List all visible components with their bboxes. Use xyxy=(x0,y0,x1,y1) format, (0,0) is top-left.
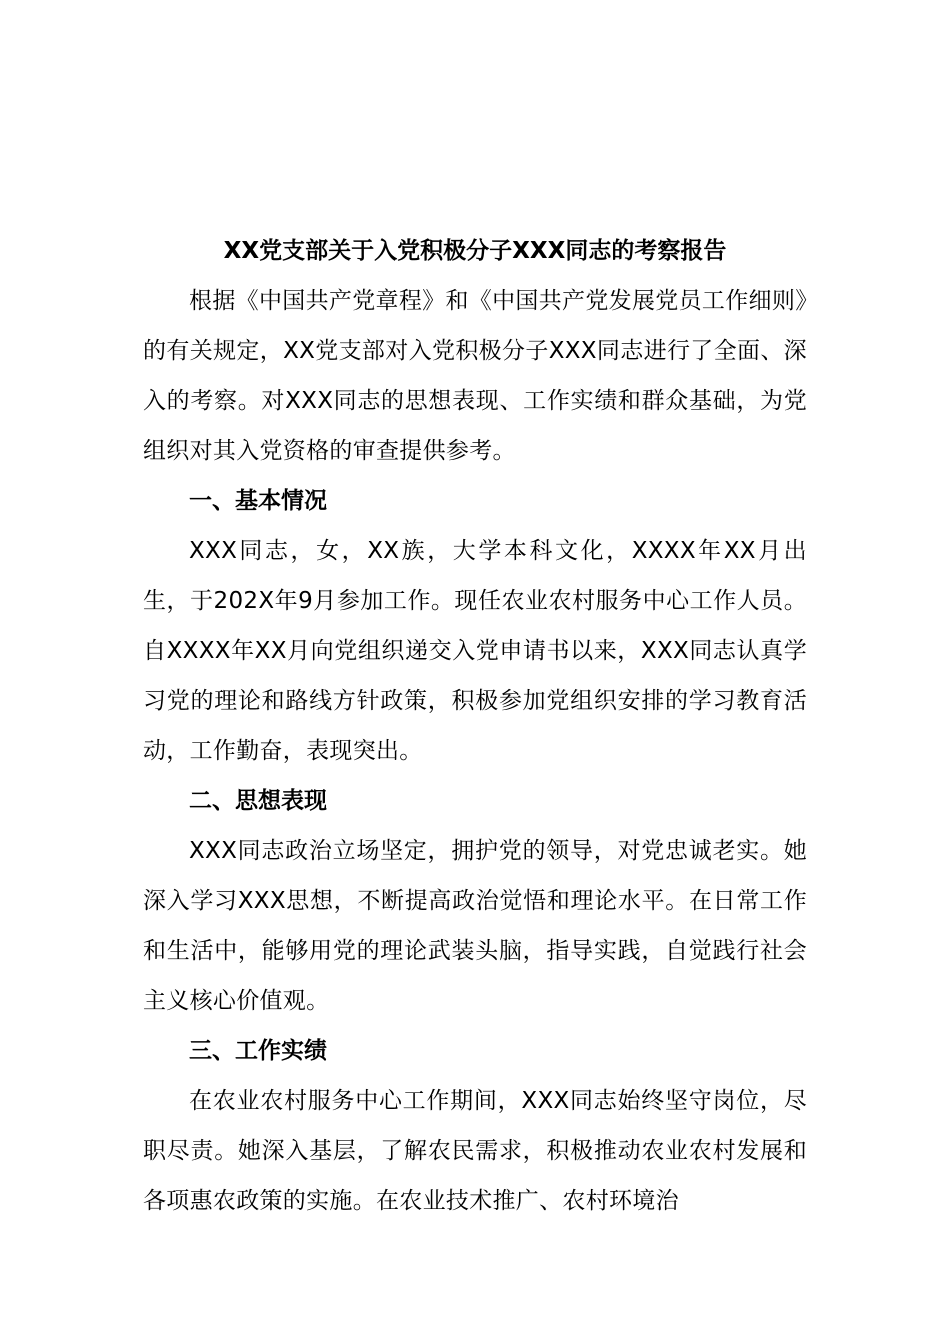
intro-paragraph: 根据《中国共产党章程》和《中国共产党发展党员工作细则》的有关规定，XX党支部对入党积极分子XXX同志进行了全面、深入的考察。对XXX同志的思想表现、工作实绩和群众基础，为党组织对其入党资格的审查提供参考。 xyxy=(143,288,807,464)
document-body xyxy=(143,226,807,1226)
section-body-ideology: XXX同志政治立场坚定，拥护党的领导，对党忠诚老实。她深入学习XXX思想，不断提高政治觉悟和理论水平。在日常工作和生活中，能够用党的理论武装头脑，指导实践，自觉践行社会主义核心价值观。 xyxy=(143,838,807,1014)
section-heading-work-performance: 三、工作实绩 xyxy=(189,1038,327,1064)
section-heading-ideology: 二、思想表现 xyxy=(189,788,327,814)
section-body-work-performance: 在农业农村服务中心工作期间，XXX同志始终坚守岗位，尽职尽责。她深入基层，了解农民需求，积极推动农业农村发展和各项惠农政策的实施。在农业技术推广、农村环境治 xyxy=(143,1088,807,1214)
document-title: XX党支部关于入党积极分子XXX同志的考察报告 xyxy=(223,238,727,264)
section-heading-basic-info: 一、基本情况 xyxy=(189,488,327,514)
section-body-basic-info: XXX同志，女，XX族，大学本科文化，XXXX年XX月出生，于202X年9月参加工作。现任农业农村服务中心工作人员。自XXXX年XX月向党组织递交入党申请书以来，XXX同志认真学习党的理论和路线方针政策，积极参加党组织安排的学习教育活动，工作勤奋，表现突出。 xyxy=(143,538,807,764)
